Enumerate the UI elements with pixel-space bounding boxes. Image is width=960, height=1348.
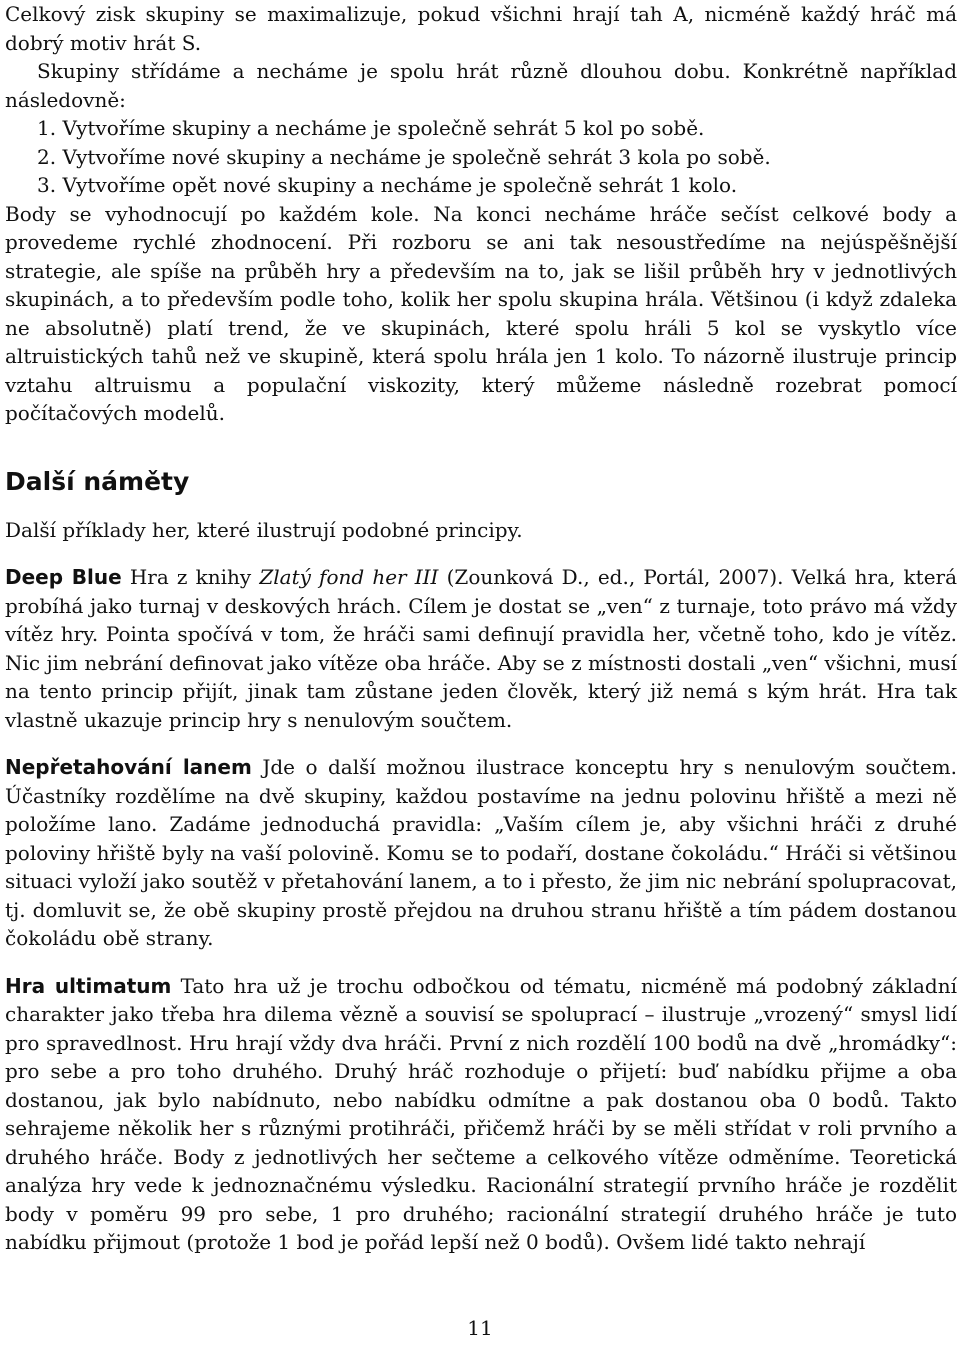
- entry-text-pre: Hra z knihy: [129, 565, 252, 589]
- intro-paragraph-1: Celkový zisk skupiny se maximalizuje, pokud všichni hrají tah A, nicméně každý hráč má dobrý motiv hrát S.: [5, 2, 957, 55]
- book-title: Zlatý fond her III: [259, 565, 439, 589]
- entry-term: Hra ultimatum: [5, 973, 172, 998]
- list-item: [5, 114, 957, 143]
- step-text: Vytvoříme skupiny a necháme je společně sehrát 5 kol po sobě.: [62, 116, 705, 140]
- evaluation-paragraph: Body se vyhodnocují po každém kole. Na konci necháme hráče sečíst celkové body a provedeme rychlé zhodnocení. Při rozboru se ani tak nesoustředíme na nejúspěšnější strategie, ale spíše na průběh hry a především na to, jak se lišil průběh hry v jednotlivých skupinách, a to především podle toho, kolik her spolu skupina hrála. Většinou (i když zdaleka ne absolutně) platí trend, že ve skupinách, které spolu hráli 5 kol se vyskytlo více altruistických tahů než ve skupině, která spolu hrála jen 1 kolo. To názorně ilustruje princip vztahu altruismu a populační viskozity, který můžeme následně rozebrat pomocí počítačových modelů.: [5, 201, 957, 425]
- entry-neprtahovani-lanem: [5, 753, 957, 953]
- intro-paragraph-2: Skupiny střídáme a necháme je spolu hrát různě dlouhou dobu. Konkrétně například následovně:: [5, 59, 957, 112]
- step-text: Vytvoříme opět nové skupiny a necháme je společně sehrát 1 kolo.: [62, 173, 738, 197]
- entry-hra-ultimatum: [5, 972, 957, 1257]
- entry-term: Nepřetahování lanem: [5, 755, 252, 779]
- entry-text-post: (Zounková D., ed., Portál, 2007). Velká hra, která probíhá jako turnaj v deskových hrách. Cílem je dostat se „ven“ z turnaje, toto právo má vždy vítěz hry. Pointa spočívá v tom, že hráči sami definují pravidla her, včetně toho, kdo je vítěz. Nic jim nebrání definovat jako vítěze oba hráče. Aby se z místnosti dostali „ven“ všichni, musí na tento princip přijít, jinak tam zůstane jeden člověk, který již nemá s kým hrát. Hra tak vlastně ukazuje princip hry s nenulovým součtem.: [5, 565, 958, 732]
- entry-text: Jde o další možnou ilustrace konceptu hry s nenulovým součtem. Účastníky rozdělíme na dvě skupiny, každou postavíme na jednu polovinu hřiště a mezi ně položíme lano. Zadáme jednoduchá pravidla: „Vaším cílem je, aby všichni hráči z druhé poloviny hřiště byly na vaší polovině. Komu se to podaří, dostane čokoládu.“ Hráči si většinou situaci vyloží jako soutěž v přetahování lanem, a to i přesto, že jim nic nebrání spolupracovat, tj. domluvit se, že obě skupiny prostě přejdou na druhou stranu hřiště a tím pádem dostanou čokoládu obě strany.: [5, 755, 957, 950]
- list-item: [5, 171, 957, 200]
- section-heading: Další náměty: [5, 466, 190, 496]
- step-number: 1.: [37, 116, 57, 140]
- entry-term: Deep Blue: [5, 565, 122, 589]
- section-lead: Další příklady her, které ilustrují podobné principy.: [5, 517, 523, 542]
- steps-list: [5, 114, 957, 200]
- step-number: 2.: [37, 144, 57, 169]
- page-number: 11: [467, 1316, 493, 1340]
- step-number: 3.: [37, 173, 57, 197]
- step-text: Vytvoříme nové skupiny a necháme je společně sehrát 3 kola po sobě.: [62, 144, 771, 169]
- list-item: [5, 143, 957, 172]
- entry-text: Tato hra už je trochu odbočkou od tématu, nicméně má podobný základní charakter jako třeba hra dilema vězně a souvisí se spoluprací – ilustruje „vrozený“ smysl lidí pro spravedlnost. Hru hrají vždy dva hráči. První z nich rozdělí 100 bodů na dvě „hromádky“: pro sebe a pro toho druhého. Druhý hráč rozhoduje o přijetí: buď nabídku přijme a oba dostanou, jak bylo nabídnuto, nebo nabídku odmítne a pak dostanou oba 0 bodů. Takto sehrajeme několik her s různými protihráči, přičemž hráči by se měli střídat v roli prvního a druhého hráče. Body z jednotlivých her sečteme a celkového vítěze odměníme. Teoretická analýza hry vede k jednoznačnému výsledku. Racionální strategií prvního hráče je rozdělit body v poměru 99 pro sebe, 1 pro druhého; racionální strategií druhého hráče je tuto nabídku přijmout (protože 1 bod je pořád lepší než 0 bodů). Ovšem lidé takto nehrají: [5, 973, 958, 1254]
- entry-deep-blue: [5, 563, 957, 734]
- page-content: [5, 0, 957, 1257]
